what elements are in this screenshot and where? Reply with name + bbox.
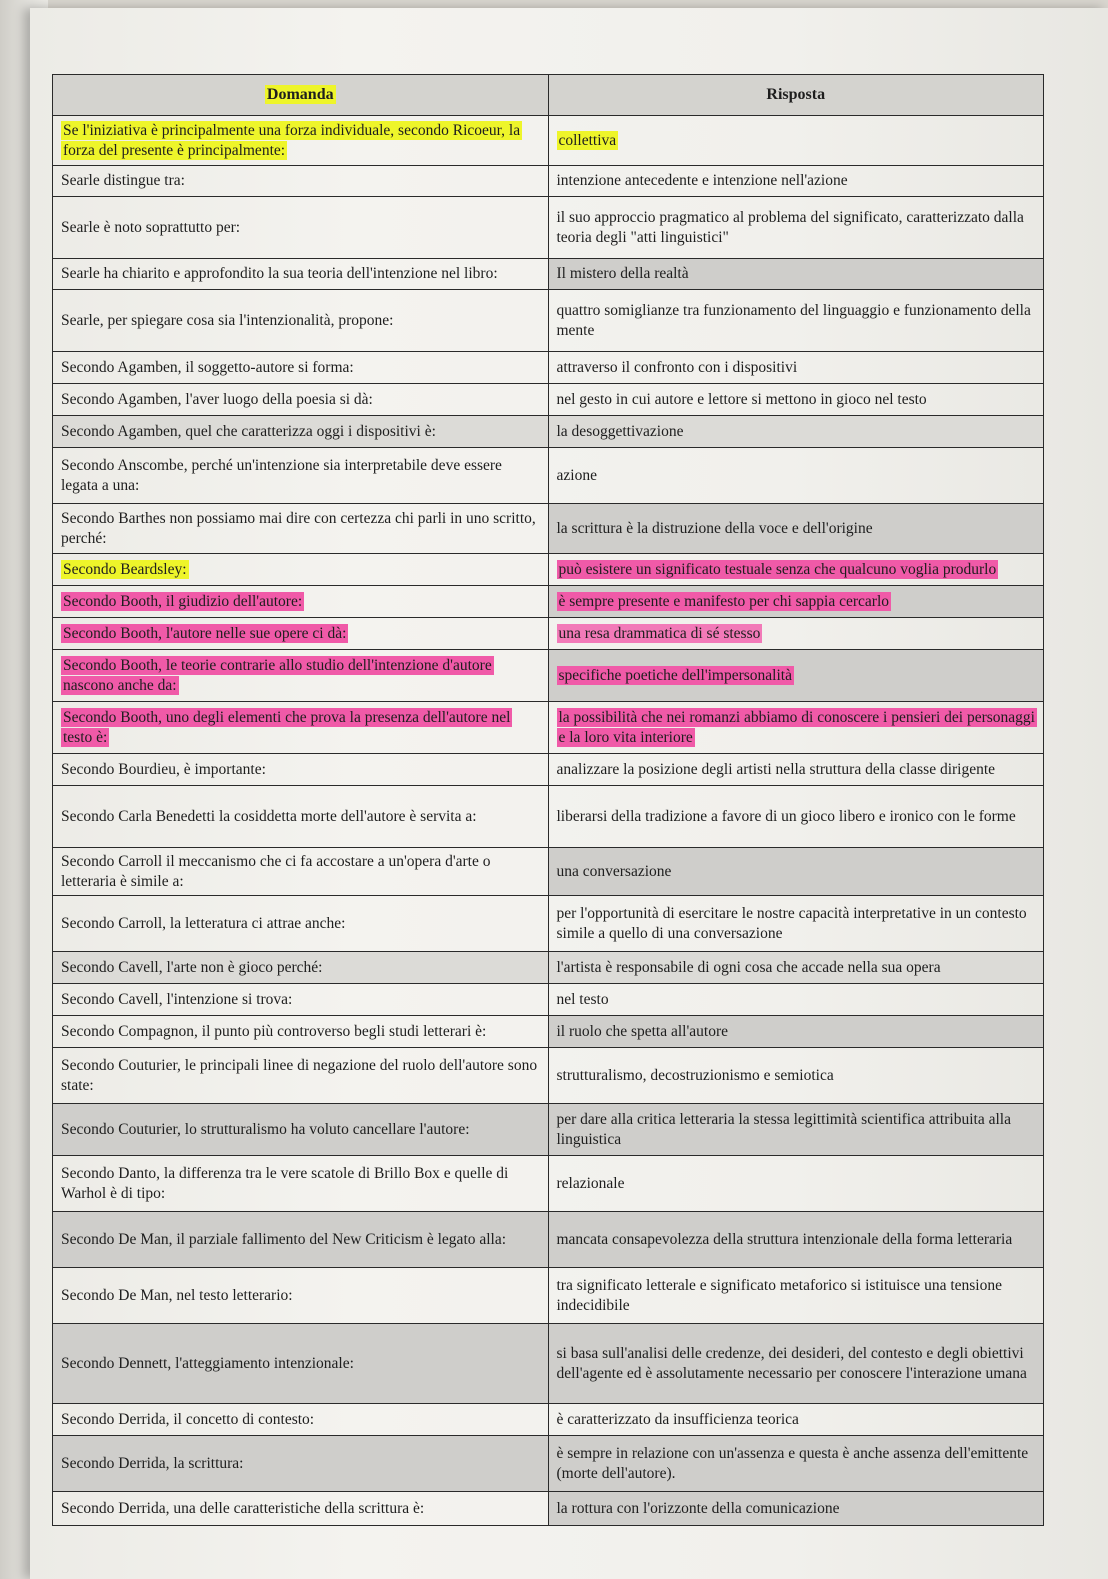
question-cell: Secondo Booth, le teorie contrarie allo studio dell'intenzione d'autore nascono anche da:	[53, 650, 549, 702]
table-row	[53, 416, 1044, 448]
table-row	[53, 702, 1044, 754]
answer-cell: azione	[548, 448, 1044, 504]
question-cell: Secondo Cavell, l'arte non è gioco perché:	[53, 952, 549, 984]
table-row	[53, 650, 1044, 702]
table-row	[53, 166, 1044, 197]
question-cell: Secondo Booth, il giudizio dell'autore:	[53, 586, 549, 618]
question-cell: Secondo Booth, uno degli elementi che prova la presenza dell'autore nel testo è:	[53, 702, 549, 754]
answer-cell: per dare alla critica letteraria la stessa legittimità scientifica attribuita alla linguistica	[548, 1104, 1044, 1156]
question-cell: Secondo Derrida, la scrittura:	[53, 1436, 549, 1492]
answer-cell: analizzare la posizione degli artisti nella struttura della classe dirigente	[548, 754, 1044, 786]
qa-table	[52, 74, 1044, 1526]
answer-cell: quattro somiglianze tra funzionamento del linguaggio e funzionamento della mente	[548, 290, 1044, 352]
answer-cell: intenzione antecedente e intenzione nell'azione	[548, 166, 1044, 197]
question-cell: Secondo Carroll il meccanismo che ci fa accostare a un'opera d'arte o letteraria è simile a:	[53, 848, 549, 896]
answer-cell: può esistere un significato testuale senza che qualcuno voglia produrlo	[548, 554, 1044, 586]
table-row	[53, 1016, 1044, 1048]
question-cell: Secondo Compagnon, il punto più controverso begli studi letterari è:	[53, 1016, 549, 1048]
answer-cell: la possibilità che nei romanzi abbiamo di conoscere i pensieri dei personaggi e la loro vita interiore	[548, 702, 1044, 754]
table-row	[53, 1268, 1044, 1324]
question-cell: Secondo Cavell, l'intenzione si trova:	[53, 984, 549, 1016]
question-cell: Secondo Anscombe, perché un'intenzione sia interpretabile deve essere legata a una:	[53, 448, 549, 504]
question-cell: Secondo Couturier, lo strutturalismo ha voluto cancellare l'autore:	[53, 1104, 549, 1156]
table-row	[53, 896, 1044, 952]
table-row	[53, 1104, 1044, 1156]
question-cell: Secondo Agamben, il soggetto-autore si forma:	[53, 352, 549, 384]
answer-cell: collettiva	[548, 116, 1044, 166]
question-cell: Secondo Carla Benedetti la cosiddetta morte dell'autore è servita a:	[53, 786, 549, 848]
question-cell: Secondo Agamben, quel che caratterizza oggi i dispositivi è:	[53, 416, 549, 448]
question-cell: Secondo Agamben, l'aver luogo della poesia si dà:	[53, 384, 549, 416]
table-row	[53, 352, 1044, 384]
table-row	[53, 848, 1044, 896]
question-cell: Secondo De Man, il parziale fallimento del New Criticism è legato alla:	[53, 1212, 549, 1268]
table-row	[53, 1212, 1044, 1268]
answer-cell: è sempre presente e manifesto per chi sappia cercarlo	[548, 586, 1044, 618]
table-row	[53, 1324, 1044, 1404]
question-cell: Secondo Bourdieu, è importante:	[53, 754, 549, 786]
answer-cell: nel testo	[548, 984, 1044, 1016]
table-row	[53, 504, 1044, 554]
table-row	[53, 197, 1044, 259]
answer-cell: per l'opportunità di esercitare le nostre capacità interpretative in un contesto simile a quello di una conversazione	[548, 896, 1044, 952]
answer-cell: mancata consapevolezza della struttura intenzionale della forma letteraria	[548, 1212, 1044, 1268]
answer-cell: si basa sull'analisi delle credenze, dei desideri, del contesto e degli obiettivi dell'agente ed è assolutamente necessario per conoscere l'interazione umana	[548, 1324, 1044, 1404]
table-row	[53, 984, 1044, 1016]
question-cell: Searle, per spiegare cosa sia l'intenzionalità, propone:	[53, 290, 549, 352]
table-row	[53, 754, 1044, 786]
answer-cell: attraverso il confronto con i dispositivi	[548, 352, 1044, 384]
answer-cell: è caratterizzato da insufficienza teorica	[548, 1404, 1044, 1436]
answer-cell: nel gesto in cui autore e lettore si mettono in gioco nel testo	[548, 384, 1044, 416]
table-row	[53, 290, 1044, 352]
answer-cell: una resa drammatica di sé stesso	[548, 618, 1044, 650]
header-question: Domanda	[53, 75, 549, 116]
question-cell: Secondo Derrida, il concetto di contesto:	[53, 1404, 549, 1436]
header-row	[53, 75, 1044, 116]
table-row	[53, 1156, 1044, 1212]
answer-cell: relazionale	[548, 1156, 1044, 1212]
table-row	[53, 786, 1044, 848]
answer-cell: la desoggettivazione	[548, 416, 1044, 448]
question-cell: Secondo Derrida, una delle caratteristiche della scrittura è:	[53, 1492, 549, 1526]
question-cell: Searle distingue tra:	[53, 166, 549, 197]
answer-cell: liberarsi della tradizione a favore di un gioco libero e ironico con le forme	[548, 786, 1044, 848]
question-cell: Secondo Danto, la differenza tra le vere scatole di Brillo Box e quelle di Warhol è di tipo:	[53, 1156, 549, 1212]
table-row	[53, 554, 1044, 586]
table-row	[53, 1404, 1044, 1436]
question-cell: Searle è noto soprattutto per:	[53, 197, 549, 259]
question-cell: Secondo Beardsley:	[53, 554, 549, 586]
answer-cell: l'artista è responsabile di ogni cosa che accade nella sua opera	[548, 952, 1044, 984]
answer-cell: il ruolo che spetta all'autore	[548, 1016, 1044, 1048]
answer-cell: strutturalismo, decostruzionismo e semiotica	[548, 1048, 1044, 1104]
table-row	[53, 1436, 1044, 1492]
question-cell: Secondo De Man, nel testo letterario:	[53, 1268, 549, 1324]
answer-cell: la rottura con l'orizzonte della comunicazione	[548, 1492, 1044, 1526]
question-cell: Secondo Booth, l'autore nelle sue opere ci dà:	[53, 618, 549, 650]
table-row	[53, 259, 1044, 290]
answer-cell: una conversazione	[548, 848, 1044, 896]
answer-cell: è sempre in relazione con un'assenza e questa è anche assenza dell'emittente (morte dell'autore).	[548, 1436, 1044, 1492]
question-cell: Searle ha chiarito e approfondito la sua teoria dell'intenzione nel libro:	[53, 259, 549, 290]
header-answer: Risposta	[548, 75, 1044, 116]
table-row	[53, 116, 1044, 166]
question-cell: Secondo Dennett, l'atteggiamento intenzionale:	[53, 1324, 549, 1404]
answer-cell: il suo approccio pragmatico al problema del significato, caratterizzato dalla teoria degli "atti linguistici"	[548, 197, 1044, 259]
answer-cell: tra significato letterale e significato metaforico si istituisce una tensione indecidibile	[548, 1268, 1044, 1324]
answer-cell: specifiche poetiche dell'impersonalità	[548, 650, 1044, 702]
question-cell: Secondo Barthes non possiamo mai dire con certezza chi parli in uno scritto, perché:	[53, 504, 549, 554]
table-row	[53, 586, 1044, 618]
table-row	[53, 1492, 1044, 1526]
answer-cell: la scrittura è la distruzione della voce e dell'origine	[548, 504, 1044, 554]
table-row	[53, 952, 1044, 984]
table-row	[53, 1048, 1044, 1104]
question-cell: Se l'iniziativa è principalmente una forza individuale, secondo Ricoeur, la forza del presente è principalmente:	[53, 116, 549, 166]
answer-cell: Il mistero della realtà	[548, 259, 1044, 290]
question-cell: Secondo Couturier, le principali linee di negazione del ruolo dell'autore sono state:	[53, 1048, 549, 1104]
table-row	[53, 384, 1044, 416]
table-row	[53, 618, 1044, 650]
table-row	[53, 448, 1044, 504]
question-cell: Secondo Carroll, la letteratura ci attrae anche:	[53, 896, 549, 952]
